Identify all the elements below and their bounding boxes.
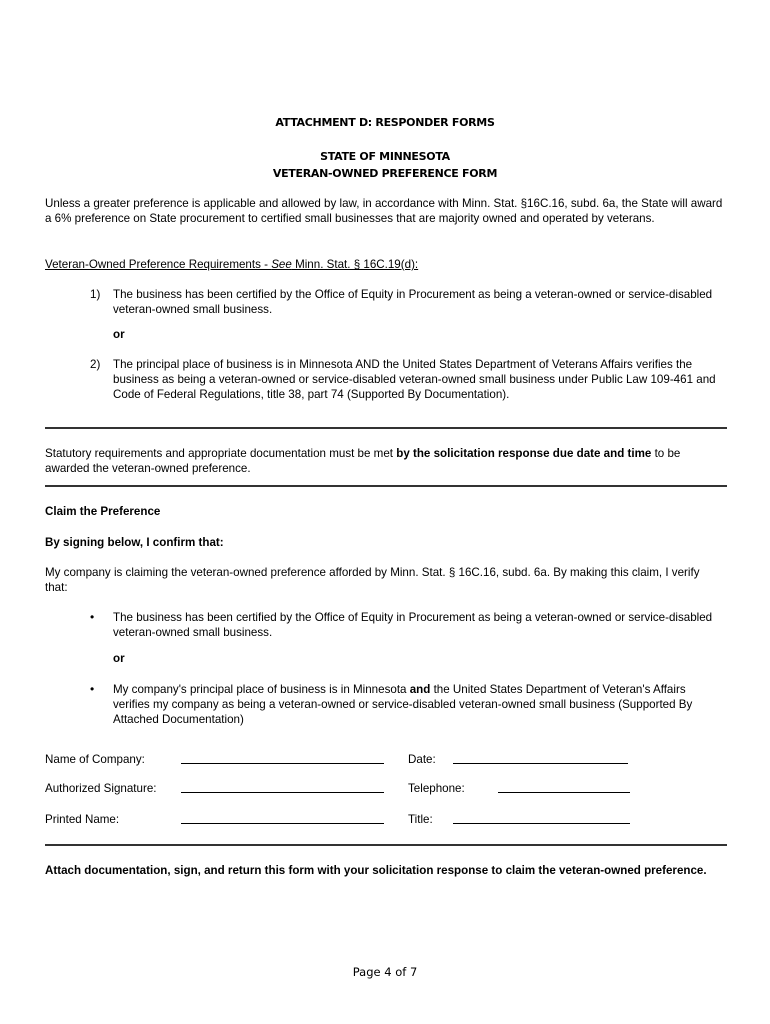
- form-title: VETERAN-OWNED PREFERENCE FORM: [272, 167, 498, 180]
- requirement-2-text: The principal place of business is in Minnesota AND the United States Department of Veterans Affairs verifies the business as being a veteran-owned or service-disabled veteran-owned small business under Public Law 109-461 and Code of Federal Regulations, title 38, part 74 (Supported By Documentation).: [113, 358, 716, 401]
- requirements-heading-suffix: Minn. Stat. § 16C.19(d):: [291, 258, 419, 271]
- signature-label: Authorized Signature:: [45, 782, 157, 795]
- claim-bullet-1: The business has been certified by the Office of Equity in Procurement as being a veteran-owned or service-disabled veteran-owned small business.: [113, 611, 713, 639]
- date-label: Date:: [408, 753, 436, 766]
- requirement-1-number: 1): [90, 288, 101, 301]
- state-title: STATE OF MINNESOTA: [320, 150, 450, 163]
- statutory-paragraph: [45, 446, 725, 476]
- claim-statement: My company is claiming the veteran-owned preference afforded by Minn. Stat. § 16C.16, subd. 6a. By making this claim, I verify that:: [45, 566, 700, 594]
- claim-bullet-2-bold: and: [409, 683, 431, 696]
- title-field[interactable]: [453, 810, 630, 824]
- date-field[interactable]: [453, 750, 628, 764]
- requirements-or: or: [113, 328, 125, 341]
- divider-middle: [45, 485, 727, 487]
- claim-heading: Claim the Preference: [45, 505, 161, 518]
- statutory-bold: by the solicitation response due date and time: [396, 447, 652, 460]
- intro-paragraph: Unless a greater preference is applicable and allowed by law, in accordance with Minn. Stat. §16C.16, subd. 6a, the State will award a 6% preference on State procurement to certified small businesses that are majority owned and operated by veterans.: [45, 197, 723, 225]
- claim-or: or: [113, 652, 125, 665]
- claim-bullet-2-suffix: the United States Department of Veteran's Affairs verifies my company as being a veteran-owned or service-disabled veteran-owned small business (Supported By Attached Documentation): [113, 683, 693, 726]
- company-label: Name of Company:: [45, 753, 145, 766]
- requirement-1-text: The business has been certified by the Office of Equity in Procurement as being a veteran-owned or service-disabled veteran-owned small business.: [113, 288, 713, 316]
- title-label: Title:: [408, 813, 433, 826]
- company-field[interactable]: [181, 750, 384, 764]
- requirements-heading: [45, 257, 725, 272]
- bullet-dot: •: [90, 682, 95, 696]
- requirement-2-number: 2): [90, 358, 101, 371]
- printed-name-label: Printed Name:: [45, 813, 120, 826]
- telephone-field[interactable]: [498, 779, 630, 793]
- claim-bullet-2-prefix: My company's principal place of business is in Minnesota: [113, 683, 410, 696]
- statutory-prefix: Statutory requirements and appropriate documentation must be met: [45, 447, 397, 460]
- bullet-dot: •: [90, 610, 95, 624]
- statutory-suffix: to be awarded the veteran-owned preference.: [45, 447, 681, 475]
- signature-field[interactable]: [181, 779, 384, 793]
- page-number: Page 4 of 7: [352, 965, 418, 979]
- requirements-heading-see: See: [271, 258, 292, 271]
- printed-name-field[interactable]: [181, 810, 384, 824]
- telephone-label: Telephone:: [408, 782, 465, 795]
- requirements-heading-prefix: Veteran-Owned Preference Requirements -: [45, 258, 272, 271]
- signing-statement: By signing below, I confirm that:: [45, 536, 224, 549]
- closing-instructions: Attach documentation, sign, and return this form with your solicitation response to claim the veteran-owned preference.: [45, 864, 707, 877]
- divider-bottom: [45, 844, 727, 846]
- attachment-title: ATTACHMENT D: RESPONDER FORMS: [275, 116, 495, 129]
- claim-bullet-2: [113, 682, 723, 727]
- divider-top: [45, 427, 727, 429]
